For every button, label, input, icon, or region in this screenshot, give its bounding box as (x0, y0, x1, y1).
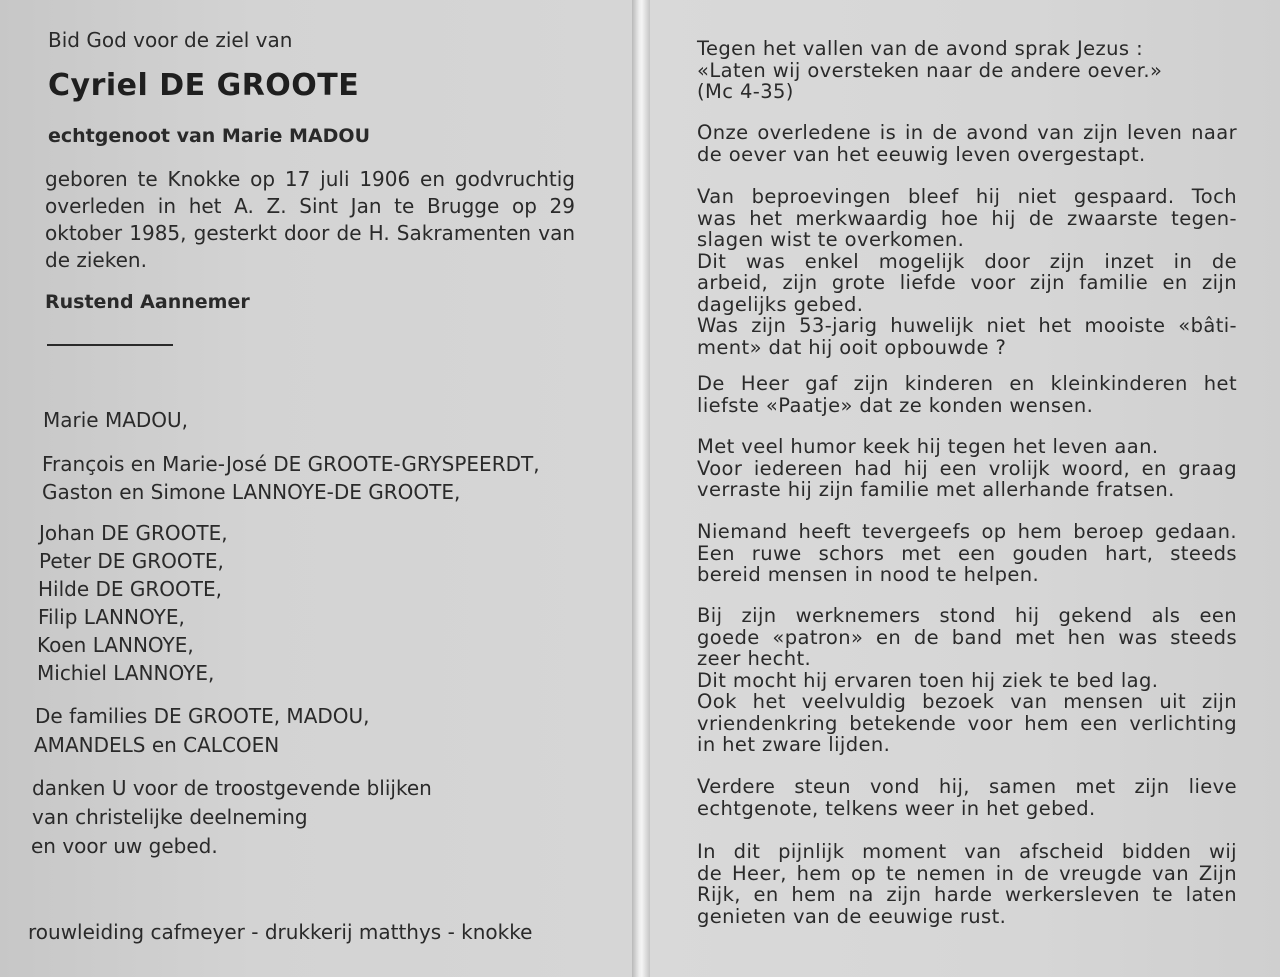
text-line: in het zware lijden. (697, 733, 891, 756)
text-line: Rijk, en hem na zijn harde werkersleven te laten (697, 883, 1237, 906)
paragraph-2 (697, 186, 1237, 358)
family-line: Johan DE GROOTE, (39, 521, 228, 545)
text-line: Onze overledene is in de avond van zijn leven naar (697, 121, 1237, 144)
paragraph-8 (697, 841, 1237, 927)
paragraph-4 (697, 436, 1237, 501)
text-line: Voor iedereen had hij een vrolijk woord, en graag (697, 456, 1237, 480)
text-line: goede «patron» en de band met hen was steeds (697, 625, 1237, 649)
text-line: zeer hecht. (697, 647, 812, 670)
text-line: Verdere steun vond hij, samen met zijn lieve (697, 775, 1237, 798)
text-line: slagen wist te overkomen. (697, 228, 965, 251)
text-line: de Heer, hem op te nemen in de vreugde van Zijn (697, 861, 1237, 885)
thanks-line: danken U voor de troostgevende blijken (32, 776, 432, 800)
paragraph-7 (697, 776, 1237, 819)
thanks-line: van christelijke deelneming (32, 805, 308, 829)
text-line: Bij zijn werknemers stond hij gekend als een (697, 604, 1237, 627)
text-line: Dit was enkel mogelijk door zijn inzet in de (697, 249, 1237, 273)
text-line: In dit pijnlijk moment van afscheid bidden wij (697, 840, 1237, 863)
quote-reference: (Mc 4-35) (697, 80, 794, 103)
text-line: arbeid, zijn grote liefde voor zijn familie en zijn (697, 271, 1237, 294)
family-line: Marie MADOU, (43, 408, 189, 432)
biography: geboren te Knokke op 17 juli 1906 en godvruchtig overleden in het A. Z. Sint Jan te Brugge op 29 oktober 1985, gesterkt door de H. Sakramenten van de zieken. (45, 167, 575, 272)
text-line: Ook het veelvuldig bezoek van mensen uit zijn (697, 690, 1237, 713)
text-line: dagelijks gebed. (697, 292, 864, 316)
paragraph-5 (697, 521, 1237, 586)
spouse-line: echtgenoot van Marie MADOU (48, 125, 370, 147)
text-line: liefste «Paatje» dat ze konden wensen. (697, 393, 1094, 417)
text-line: echtgenote, telkens weer in het gebed. (697, 796, 1096, 820)
scripture-quote (697, 38, 1237, 103)
left-panel (0, 0, 632, 977)
family-line: Filip LANNOYE, (38, 605, 185, 629)
quote-line: Tegen het vallen van de avond sprak Jezus : (697, 37, 1144, 60)
family-line: François en Marie-José DE GROOTE-GRYSPEERDT, (42, 452, 540, 476)
paragraph-1 (697, 122, 1237, 165)
quote-line: «Laten wij oversteken naar de andere oever.» (697, 58, 1163, 82)
text-line: ment» dat hij ooit opbouwde ? (697, 335, 1007, 359)
family-line: De families DE GROOTE, MADOU, (35, 704, 370, 728)
family-line: Koen LANNOYE, (37, 633, 194, 657)
text-line: Niemand heeft tevergeefs op hem beroep gedaan. (697, 520, 1237, 543)
printer-footer: rouwleiding cafmeyer - drukkerij matthys - knokke (28, 920, 533, 944)
text-line: was het merkwaardig hoe hij de zwaarste tegen- (697, 206, 1237, 230)
thanks-line: en voor uw gebed. (31, 834, 218, 858)
prayer-heading: Bid God voor de ziel van (48, 28, 293, 52)
text-line: genieten van de eeuwige rust. (697, 904, 1007, 928)
text-line: verraste hij zijn familie met allerhande fratsen. (697, 478, 1175, 501)
text-line: Dit mocht hij ervaren toen hij ziek te bed lag. (697, 668, 1159, 692)
deceased-name: Cyriel DE GROOTE (48, 68, 360, 103)
family-line: Peter DE GROOTE, (39, 549, 224, 573)
text-line: De Heer gaf zijn kinderen en kleinkinderen het (697, 372, 1237, 395)
text-line: vriendenkring betekende voor hem een verlichting (697, 711, 1237, 735)
text-line: Een ruwe schors met een gouden hart, steeds (697, 541, 1237, 565)
divider-rule (47, 344, 173, 346)
paragraph-6 (697, 605, 1237, 756)
text-line: Met veel humor keek hij tegen het leven aan. (697, 435, 1159, 458)
family-line: Gaston en Simone LANNOYE-DE GROOTE, (42, 480, 461, 504)
text-line: de oever van het eeuwig leven overgestapt. (697, 142, 1146, 166)
text-line: Was zijn 53-jarig huwelijk niet het mooiste «bâti- (697, 314, 1237, 337)
profession: Rustend Aannemer (45, 291, 250, 313)
card-fold (632, 0, 650, 977)
family-line: Hilde DE GROOTE, (38, 577, 222, 601)
text-line: bereid mensen in nood te helpen. (697, 563, 1040, 586)
paragraph-3 (697, 373, 1237, 416)
family-line: Michiel LANNOYE, (37, 661, 215, 685)
text-line: Van beproevingen bleef hij niet gespaard. Toch (697, 185, 1237, 208)
family-line: AMANDELS en CALCOEN (34, 733, 280, 757)
